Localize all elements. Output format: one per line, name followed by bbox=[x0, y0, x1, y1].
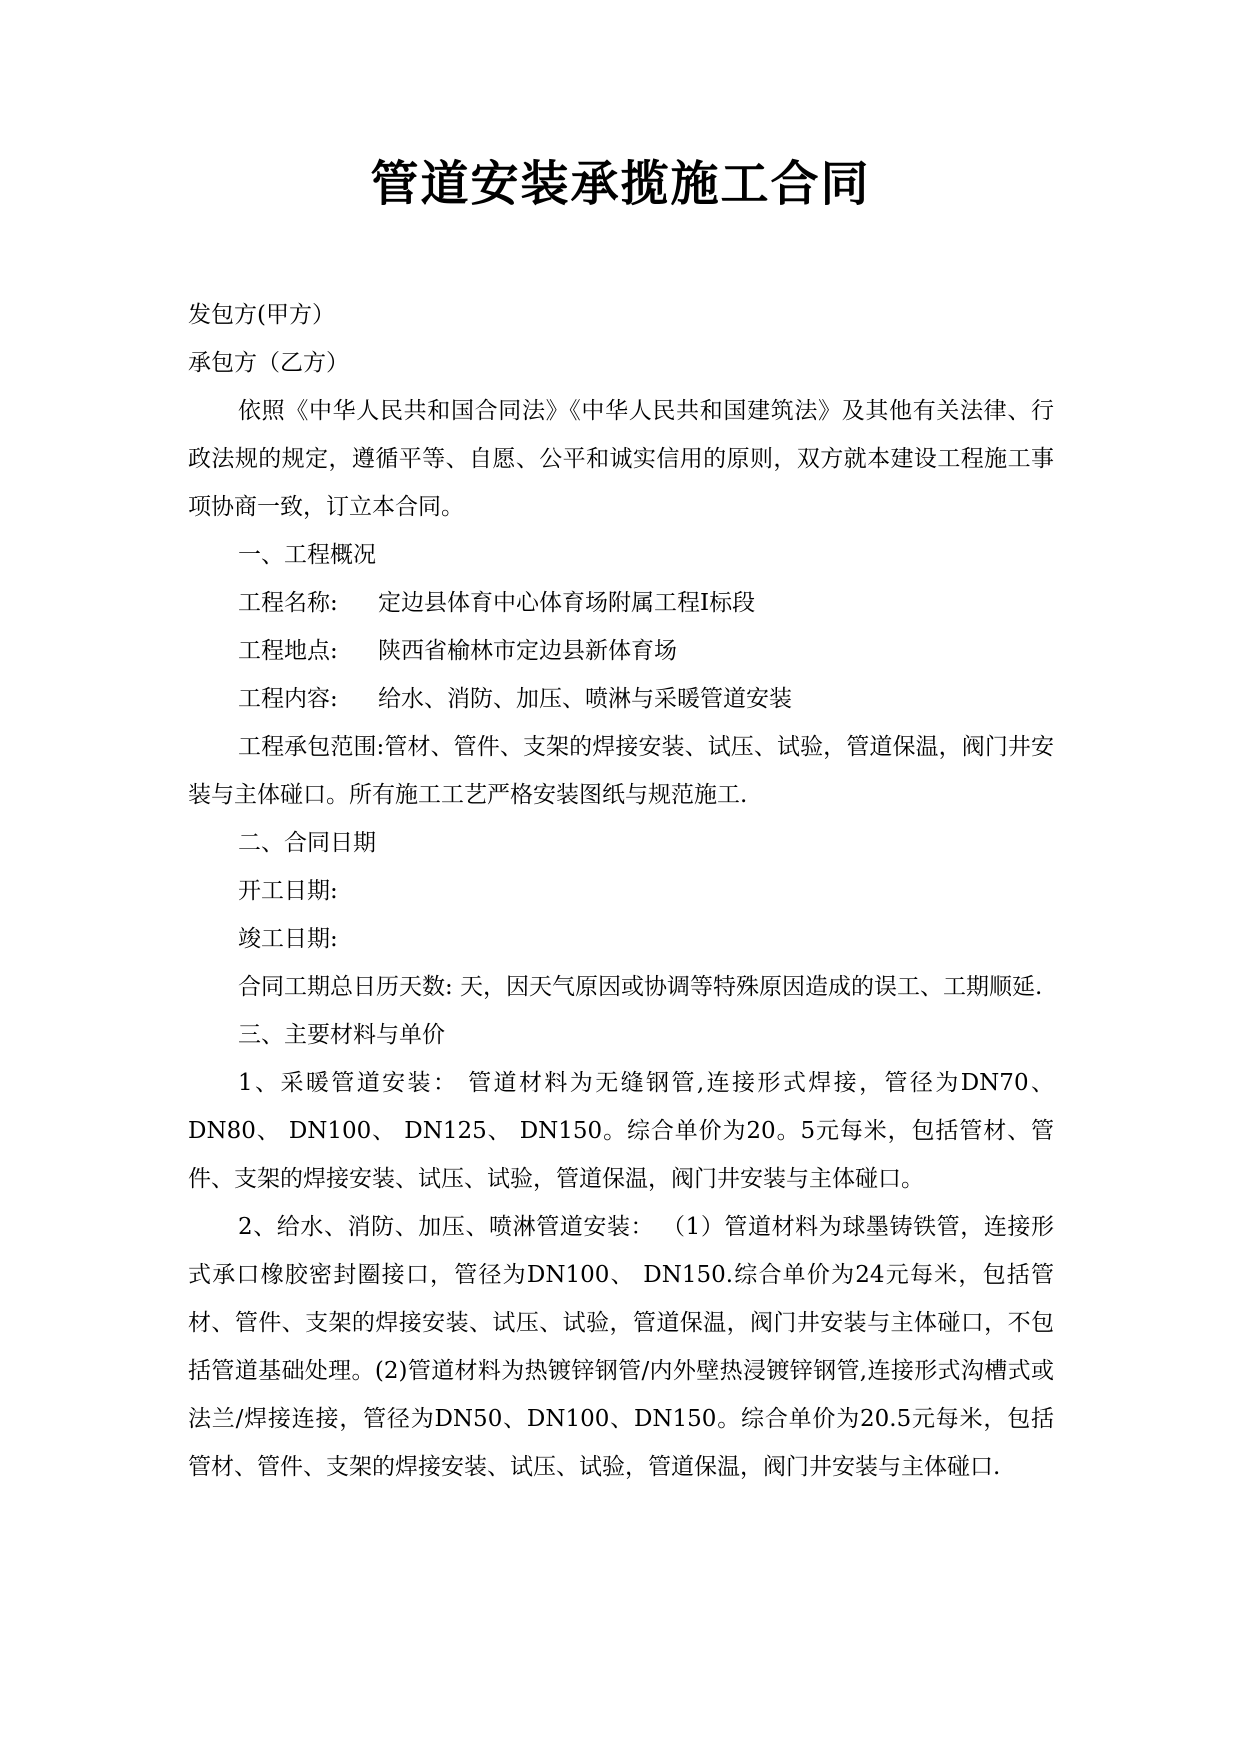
project-content-label: 工程内容: bbox=[238, 686, 338, 712]
document-title: 管道安装承揽施工合同 bbox=[370, 156, 871, 212]
project-site-label: 工程地点: bbox=[238, 638, 338, 664]
preamble-paragraph: 依照《中华人民共和国合同法》《中华人民共和国建筑法》及其他有关法律、行政法规的规定，遵循平等、自愿、公平和诚实信用的原则，双方就本建设工程施工事项协商一致，订立本合同。 bbox=[188, 398, 1054, 520]
end-date-line: 竣工日期: bbox=[238, 926, 338, 952]
party-a-line: 发包方(甲方） bbox=[188, 302, 335, 328]
document-body bbox=[188, 291, 1054, 1491]
scope-paragraph: 工程承包范围:管材、管件、支架的焊接安装、试压、试验，管道保温，阀门井安装与主体碰口。所有施工工艺严格安装图纸与规范施工. bbox=[188, 734, 1054, 808]
project-name-row bbox=[188, 579, 1054, 627]
project-name-label: 工程名称: bbox=[238, 590, 338, 616]
project-name-value: 定边县体育中心体育场附属工程Ⅰ标段 bbox=[378, 590, 756, 616]
duration-paragraph: 合同工期总日历天数: 天，因天气原因或协调等特殊原因造成的误工、工期顺延. bbox=[238, 974, 1043, 1000]
start-date-line: 开工日期: bbox=[238, 878, 338, 904]
project-site-row bbox=[188, 627, 1054, 675]
section-2-heading: 二、合同日期 bbox=[238, 830, 376, 856]
material-item-2: 2、给水、消防、加压、喷淋管道安装： （1）管道材料为球墨铸铁管，连接形式承口橡胶密封圈接口，管径为DN100、 DN150.综合单价为24元每米，包括管材、管件、支架的焊接安装、试压、试验，管道保温，阀门井安装与主体碰口，不包括管道基础处理。(2)管道材料为热镀锌钢管/内外壁热浸镀锌钢管,连接形式沟槽式或法兰/焊接连接，管径为DN50、DN100、DN150。综合单价为20.5元每米，包括管材、管件、支架的焊接安装、试压、试验，管道保温，阀门井安装与主体碰口. bbox=[188, 1214, 1054, 1480]
project-content-value: 给水、消防、加压、喷淋与采暖管道安装 bbox=[378, 686, 792, 712]
party-b-line: 承包方（乙方） bbox=[188, 350, 349, 376]
project-site-value: 陕西省榆林市定边县新体育场 bbox=[378, 638, 677, 664]
material-item-1: 1、采暖管道安装： 管道材料为无缝钢管,连接形式焊接，管径为DN70、DN80、 DN100、 DN125、 DN150。综合单价为20。5元每米，包括管材、管件、支架的焊接安装、试压、试验，管道保温，阀门井安装与主体碰口。 bbox=[188, 1070, 1054, 1192]
section-1-heading: 一、工程概况 bbox=[238, 542, 376, 568]
project-content-row bbox=[188, 675, 1054, 723]
section-3-heading: 三、主要材料与单价 bbox=[238, 1022, 445, 1048]
